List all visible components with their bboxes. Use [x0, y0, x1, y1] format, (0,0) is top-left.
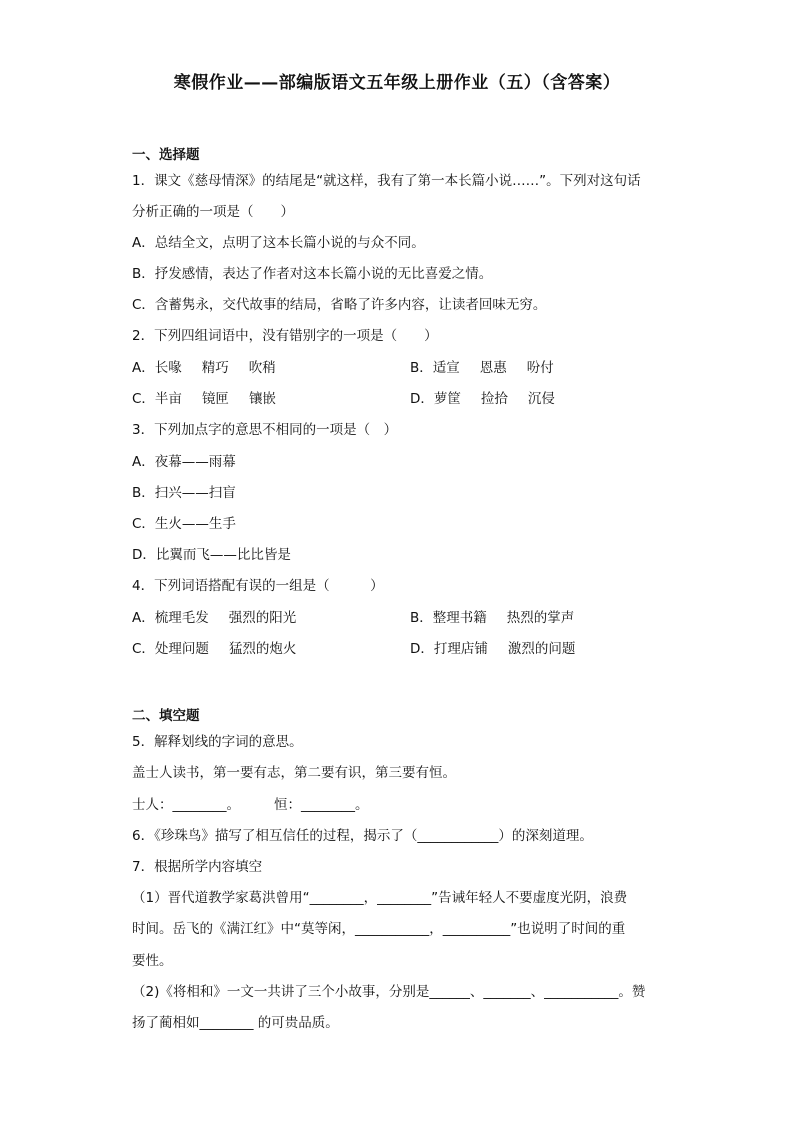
q6-stem: 6．《珍珠鸟》描写了相互信任的过程，揭示了（____________）的深刻道理。: [132, 828, 593, 844]
q1-stem-line1: 1．课文《慈母情深》的结尾是“就这样，我有了第一本长篇小说……”。下列对这句话: [132, 173, 641, 189]
q2-option-a-word3: 吹稍: [248, 360, 276, 376]
q4-option-c-phrase2: 猛烈的炮火: [228, 641, 297, 657]
q4-stem: 4．下列词语搭配有误的一组是（ ）: [132, 578, 384, 594]
q2-option-b: [410, 359, 554, 377]
q7-part2-line2: 扬了蔺相如________ 的可贵品质。: [132, 1015, 339, 1031]
q4-option-d-phrase2: 激烈的问题: [507, 641, 576, 657]
q7-stem: 7．根据所学内容填空: [132, 859, 263, 875]
q2-stem: 2．下列四组词语中，没有错别字的一项是（ ）: [132, 328, 438, 344]
q1-stem-line2: 分析正确的一项是（ ）: [132, 204, 294, 220]
q7-part1-line2: 时间。岳飞的《满江红》中“莫等闲，___________，__________”也说明了时间的重: [132, 921, 626, 937]
q4-option-a-phrase1: A．梳理毛发: [132, 610, 209, 626]
q7-part1-line1: （1）晋代道教学家葛洪曾用“________，________”告诫年轻人不要虚度光阴，浪费: [132, 890, 628, 906]
q2-option-d: [410, 390, 555, 408]
q2-option-b-word2: 恩惠: [479, 360, 507, 376]
q5-sentence: 盖士人读书，第一要有志，第二要有识，第三要有恒。: [132, 765, 456, 781]
page-title: 寒假作业——部编版语文五年级上册作业（五）（含答案）: [173, 73, 621, 93]
q3-option-b: B．扫兴——扫盲: [132, 485, 236, 501]
q2-option-b-word1: B．适宣: [410, 360, 460, 376]
q5-blank-heng: 恒：________。: [274, 797, 369, 813]
q2-option-c-word2: 镜匣: [201, 391, 229, 407]
q2-option-c: [132, 390, 276, 408]
q4-option-a-phrase2: 强烈的阳光: [228, 610, 297, 626]
q2-option-a-word1: A．长喙: [132, 360, 182, 376]
q4-option-b-phrase1: B．整理书籍: [410, 610, 487, 626]
q1-option-b: B．抒发感情，表达了作者对这本长篇小说的无比喜爱之情。: [132, 266, 493, 282]
q3-option-c: C．生火——生手: [132, 516, 236, 532]
section-heading-fill: 二、填空题: [132, 708, 200, 724]
q5-stem: 5．解释划线的字词的意思。: [132, 734, 303, 750]
q1-option-a: A．总结全文，点明了这本长篇小说的与众不同。: [132, 235, 425, 251]
q2-option-c-word1: C．半亩: [132, 391, 182, 407]
q7-part1-line3: 要性。: [132, 953, 173, 969]
q5-blanks: [132, 796, 369, 814]
q2-option-a-word2: 精巧: [201, 360, 229, 376]
q2-option-a: [132, 359, 276, 377]
q3-option-a: A．夜幕——雨幕: [132, 454, 236, 470]
q2-option-c-word3: 镶嵌: [248, 391, 276, 407]
q1-option-c: C．含蓄隽永，交代故事的结局，省略了许多内容，让读者回味无穷。: [132, 297, 547, 313]
q3-option-d: D．比翼而飞——比比皆是: [132, 547, 291, 563]
q4-option-a: [132, 609, 296, 627]
q2-option-d-word2: 捡拾: [480, 391, 508, 407]
q4-option-d-phrase1: D．打理店铺: [410, 641, 488, 657]
q3-stem: 3．下列加点字的意思不相同的一项是（ ）: [132, 422, 398, 438]
q4-option-b: [410, 609, 574, 627]
q2-option-d-word1: D．萝筐: [410, 391, 461, 407]
q5-blank-shiren: 士人：________。: [132, 797, 240, 813]
q4-option-d: [410, 640, 575, 658]
q2-option-b-word3: 吩付: [526, 360, 554, 376]
q4-option-b-phrase2: 热烈的掌声: [506, 610, 575, 626]
q4-option-c-phrase1: C．处理问题: [132, 641, 209, 657]
q7-part2-line1: （2)《将相和》一文一共讲了三个小故事，分别是______、_______、___________。赞: [132, 984, 646, 1000]
q2-option-d-word3: 沉侵: [527, 391, 555, 407]
section-heading-choice: 一、选择题: [132, 147, 200, 163]
q4-option-c: [132, 640, 296, 658]
